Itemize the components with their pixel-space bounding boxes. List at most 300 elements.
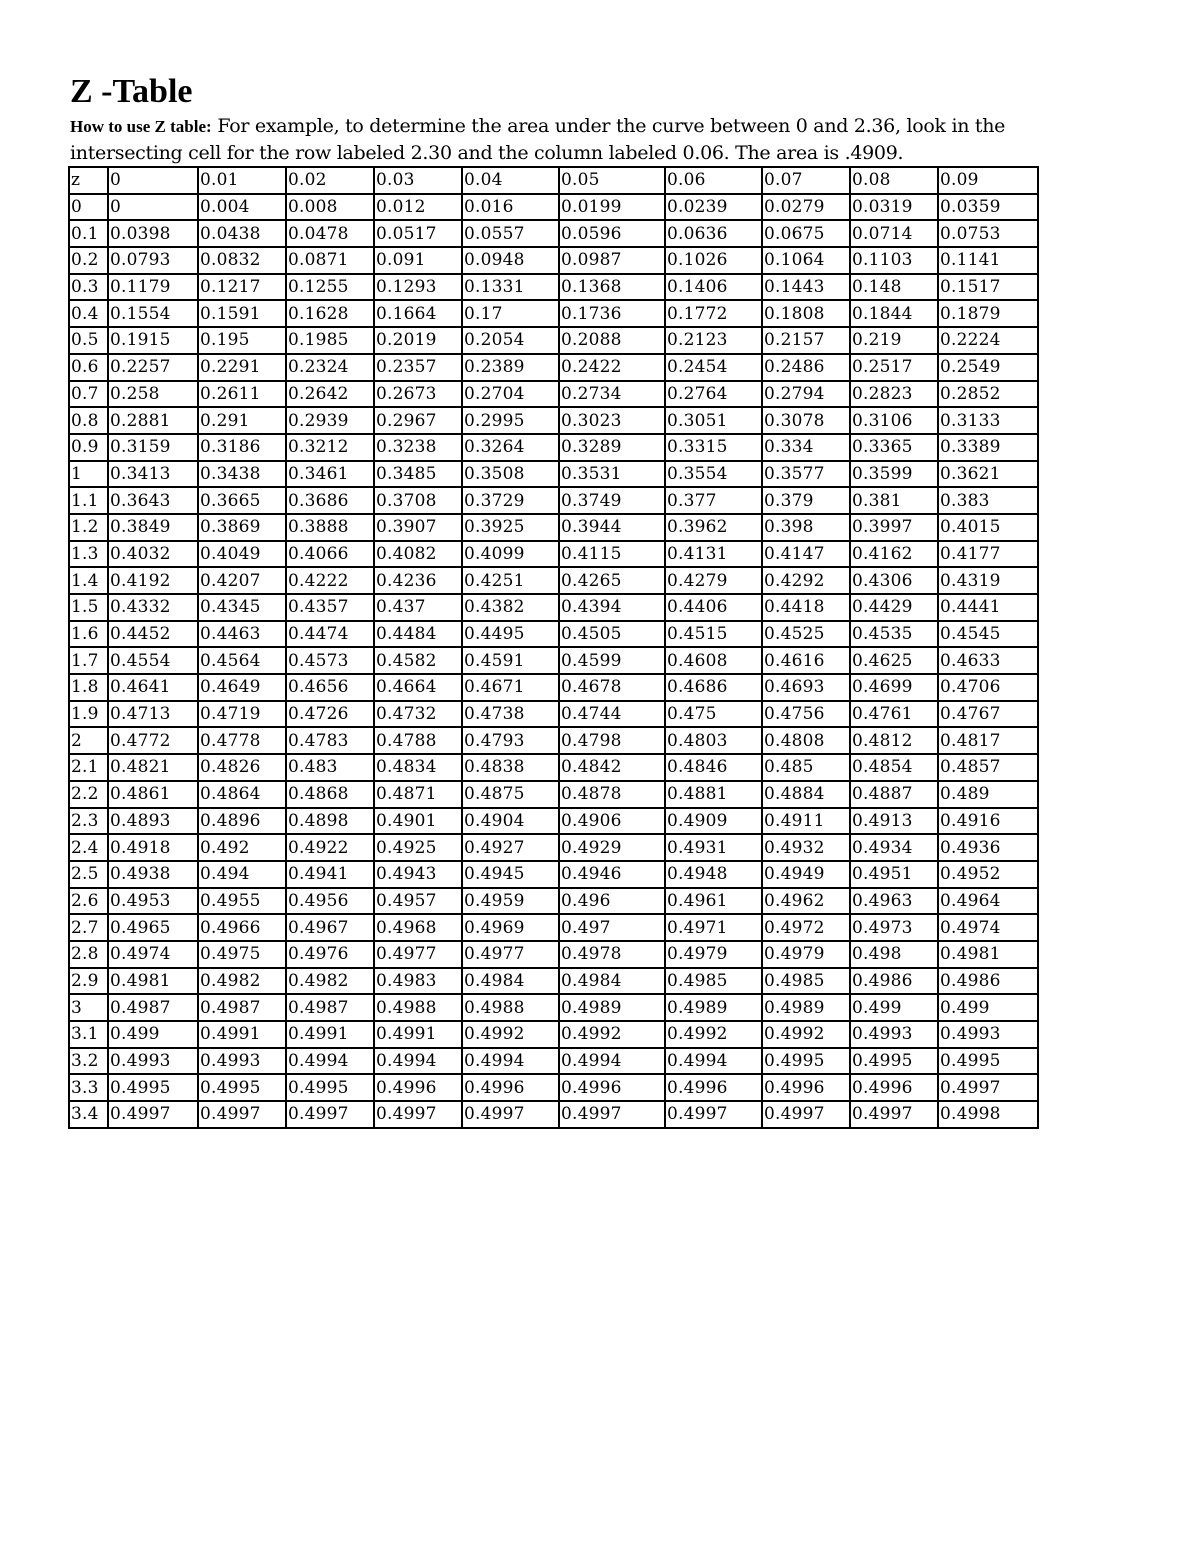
table-cell: 0.1443: [762, 274, 850, 301]
table-row: [69, 701, 1038, 728]
table-cell: 0.3438: [198, 461, 286, 488]
table-cell: 0.2734: [559, 381, 665, 408]
table-row: [69, 1048, 1038, 1075]
table-cell: 0.4901: [374, 808, 462, 835]
table-cell: 0.291: [198, 407, 286, 434]
table-cell: 0.2019: [374, 327, 462, 354]
table-cell: 0.4279: [665, 567, 762, 594]
row-label-cell: 1.9: [69, 701, 108, 728]
table-row: [69, 754, 1038, 781]
table-cell: 0.4996: [462, 1074, 559, 1101]
table-cell: 0.499: [850, 994, 938, 1021]
table-cell: 0.4973: [850, 914, 938, 941]
table-cell: 0.4896: [198, 808, 286, 835]
table-cell: 0.381: [850, 487, 938, 514]
table-cell: 0.4945: [462, 861, 559, 888]
table-cell: 0.4987: [286, 994, 374, 1021]
table-cell: 0.195: [198, 327, 286, 354]
table-cell: 0.2764: [665, 381, 762, 408]
instructions-label: How to use Z table:: [70, 117, 212, 136]
table-cell: 0.17: [462, 300, 559, 327]
table-cell: 0.1331: [462, 274, 559, 301]
table-cell: 0.04: [462, 167, 559, 194]
table-cell: 0.0478: [286, 220, 374, 247]
table-cell: 0.4699: [850, 674, 938, 701]
table-cell: 0.3051: [665, 407, 762, 434]
row-label-cell: 3: [69, 994, 108, 1021]
table-cell: 0.3413: [108, 461, 198, 488]
table-row: [69, 1101, 1038, 1128]
table-cell: 0.3106: [850, 407, 938, 434]
table-cell: 0.4664: [374, 674, 462, 701]
table-cell: 0.499: [938, 994, 1038, 1021]
table-cell: 0.0319: [850, 194, 938, 221]
table-cell: 0.4997: [462, 1101, 559, 1128]
table-cell: 0.4875: [462, 781, 559, 808]
table-cell: 0.2486: [762, 354, 850, 381]
table-cell: 0.4713: [108, 701, 198, 728]
table-cell: 0.3749: [559, 487, 665, 514]
table-row: [69, 1074, 1038, 1101]
table-cell: 0.091: [374, 247, 462, 274]
table-cell: 0.05: [559, 167, 665, 194]
table-cell: 0.4082: [374, 541, 462, 568]
table-cell: 0.4441: [938, 594, 1038, 621]
table-cell: 0.2517: [850, 354, 938, 381]
table-cell: 0.4994: [286, 1048, 374, 1075]
table-cell: 0.219: [850, 327, 938, 354]
table-cell: 0.4983: [374, 968, 462, 995]
row-label-cell: 2.7: [69, 914, 108, 941]
table-cell: 0.0199: [559, 194, 665, 221]
table-cell: 0.4909: [665, 808, 762, 835]
table-row: [69, 1021, 1038, 1048]
table-cell: 0.4633: [938, 647, 1038, 674]
table-cell: 0.4962: [762, 888, 850, 915]
z-table-body: [69, 167, 1038, 1128]
table-cell: 0.379: [762, 487, 850, 514]
table-cell: 0.483: [286, 754, 374, 781]
table-cell: 0.4678: [559, 674, 665, 701]
table-cell: 0.4995: [198, 1074, 286, 1101]
table-cell: 0.4989: [559, 994, 665, 1021]
table-cell: 0.4871: [374, 781, 462, 808]
table-cell: 0.4474: [286, 621, 374, 648]
table-cell: 0.4463: [198, 621, 286, 648]
table-cell: 0.3554: [665, 461, 762, 488]
table-row: [69, 514, 1038, 541]
table-cell: 0.4964: [938, 888, 1038, 915]
row-label-cell: 2.8: [69, 941, 108, 968]
table-row: [69, 994, 1038, 1021]
table-cell: 0.4641: [108, 674, 198, 701]
table-cell: 0.4998: [938, 1101, 1038, 1128]
table-cell: 0.4049: [198, 541, 286, 568]
table-cell: 0.4968: [374, 914, 462, 941]
table-cell: 0.1406: [665, 274, 762, 301]
table-cell: 0.4974: [108, 941, 198, 968]
table-cell: 0.2088: [559, 327, 665, 354]
table-cell: 0.4995: [938, 1048, 1038, 1075]
table-cell: 0.4951: [850, 861, 938, 888]
table-cell: 0.4997: [286, 1101, 374, 1128]
table-cell: 0.437: [374, 594, 462, 621]
row-label-cell: 1.7: [69, 647, 108, 674]
row-label-cell: 2.2: [69, 781, 108, 808]
table-cell: 0.07: [762, 167, 850, 194]
row-label-cell: 2.9: [69, 968, 108, 995]
table-cell: 0.3643: [108, 487, 198, 514]
table-cell: 0.4984: [462, 968, 559, 995]
table-cell: 0.4192: [108, 567, 198, 594]
table-cell: 0.4997: [374, 1101, 462, 1128]
table-cell: 0.3944: [559, 514, 665, 541]
table-cell: 0.4992: [462, 1021, 559, 1048]
table-cell: 0.2995: [462, 407, 559, 434]
table-cell: 0.4922: [286, 834, 374, 861]
table-cell: 0.4115: [559, 541, 665, 568]
table-cell: 0.4991: [198, 1021, 286, 1048]
row-label-cell: z: [69, 167, 108, 194]
table-cell: 0.4236: [374, 567, 462, 594]
table-cell: 0.2939: [286, 407, 374, 434]
table-cell: 0.0239: [665, 194, 762, 221]
table-row: [69, 834, 1038, 861]
row-label-cell: 0.8: [69, 407, 108, 434]
table-cell: 0.4931: [665, 834, 762, 861]
table-cell: 0.4957: [374, 888, 462, 915]
table-cell: 0.4564: [198, 647, 286, 674]
table-cell: 0.0636: [665, 220, 762, 247]
table-cell: 0.4726: [286, 701, 374, 728]
table-cell: 0.4015: [938, 514, 1038, 541]
table-cell: 0.2794: [762, 381, 850, 408]
instructions-text: For example, to determine the area under the curve between 0 and 2.36, look in the intersecting cell for the row labeled 2.30 and the column labeled 0.06. The area is .4909.: [70, 115, 1006, 164]
table-cell: 0.0398: [108, 220, 198, 247]
table-cell: 0.4916: [938, 808, 1038, 835]
table-cell: 0.4656: [286, 674, 374, 701]
table-cell: 0.3665: [198, 487, 286, 514]
table-cell: 0.4854: [850, 754, 938, 781]
row-label-cell: 1.6: [69, 621, 108, 648]
table-cell: 0.1554: [108, 300, 198, 327]
table-cell: 0.4798: [559, 727, 665, 754]
table-cell: 0.2549: [938, 354, 1038, 381]
table-row: [69, 220, 1038, 247]
table-cell: 0.3997: [850, 514, 938, 541]
table-cell: 0.4693: [762, 674, 850, 701]
table-row: [69, 647, 1038, 674]
table-cell: 0.494: [198, 861, 286, 888]
table-cell: 0.3264: [462, 434, 559, 461]
row-label-cell: 3.1: [69, 1021, 108, 1048]
table-cell: 0.3729: [462, 487, 559, 514]
table-cell: 0.4222: [286, 567, 374, 594]
table-cell: 0.3023: [559, 407, 665, 434]
table-cell: 0.4985: [665, 968, 762, 995]
table-cell: 0.1517: [938, 274, 1038, 301]
table-cell: 0.2642: [286, 381, 374, 408]
table-cell: 0.383: [938, 487, 1038, 514]
table-row: [69, 941, 1038, 968]
table-row: [69, 567, 1038, 594]
table-cell: 0.4977: [462, 941, 559, 968]
table-cell: 0.3869: [198, 514, 286, 541]
table-cell: 0.1736: [559, 300, 665, 327]
table-cell: 0.2291: [198, 354, 286, 381]
table-cell: 0.1591: [198, 300, 286, 327]
table-cell: 0.4948: [665, 861, 762, 888]
table-cell: 0.4997: [762, 1101, 850, 1128]
table-cell: 0.4649: [198, 674, 286, 701]
table-cell: 0.2224: [938, 327, 1038, 354]
table-row: [69, 888, 1038, 915]
table-cell: 0.4941: [286, 861, 374, 888]
table-cell: 0.4625: [850, 647, 938, 674]
table-cell: 0.4974: [938, 914, 1038, 941]
table-cell: 0.4803: [665, 727, 762, 754]
table-cell: 0.4981: [108, 968, 198, 995]
table-cell: 0.4319: [938, 567, 1038, 594]
table-cell: 0.012: [374, 194, 462, 221]
row-label-cell: 3.3: [69, 1074, 108, 1101]
table-cell: 0.4967: [286, 914, 374, 941]
table-cell: 0.4484: [374, 621, 462, 648]
table-cell: 0.08: [850, 167, 938, 194]
table-cell: 0.4744: [559, 701, 665, 728]
table-cell: 0.3485: [374, 461, 462, 488]
table-cell: 0.4995: [286, 1074, 374, 1101]
row-label-cell: 2.5: [69, 861, 108, 888]
table-cell: 0.1879: [938, 300, 1038, 327]
table-cell: 0.4997: [108, 1101, 198, 1128]
row-label-cell: 0.2: [69, 247, 108, 274]
table-row: [69, 674, 1038, 701]
table-cell: 0.4884: [762, 781, 850, 808]
table-row: [69, 621, 1038, 648]
table-cell: 0.4525: [762, 621, 850, 648]
table-cell: 0.3888: [286, 514, 374, 541]
table-cell: 0.4898: [286, 808, 374, 835]
table-cell: 0.3078: [762, 407, 850, 434]
table-cell: 0.4938: [108, 861, 198, 888]
table-row: [69, 327, 1038, 354]
table-cell: 0.4971: [665, 914, 762, 941]
table-cell: 0.4978: [559, 941, 665, 968]
table-cell: 0.2823: [850, 381, 938, 408]
row-label-cell: 2.3: [69, 808, 108, 835]
table-cell: 0.4996: [559, 1074, 665, 1101]
row-label-cell: 1: [69, 461, 108, 488]
table-cell: 0.4972: [762, 914, 850, 941]
table-cell: 0.2389: [462, 354, 559, 381]
table-cell: 0.4993: [850, 1021, 938, 1048]
table-cell: 0.3238: [374, 434, 462, 461]
table-cell: 0.398: [762, 514, 850, 541]
table-cell: 0.3621: [938, 461, 1038, 488]
table-cell: 0.4993: [938, 1021, 1038, 1048]
table-cell: 0.4997: [198, 1101, 286, 1128]
table-cell: 0.4997: [665, 1101, 762, 1128]
table-cell: 0.1141: [938, 247, 1038, 274]
table-cell: 0.4965: [108, 914, 198, 941]
table-cell: 0.4857: [938, 754, 1038, 781]
table-cell: 0.3159: [108, 434, 198, 461]
table-cell: 0.1915: [108, 327, 198, 354]
table-cell: 0.0675: [762, 220, 850, 247]
table-cell: 0.2357: [374, 354, 462, 381]
table-cell: 0.4616: [762, 647, 850, 674]
table-cell: 0.4994: [559, 1048, 665, 1075]
row-label-cell: 0.6: [69, 354, 108, 381]
table-cell: 0.4864: [198, 781, 286, 808]
table-cell: 0.3365: [850, 434, 938, 461]
table-cell: 0.4881: [665, 781, 762, 808]
table-cell: 0.4963: [850, 888, 938, 915]
table-cell: 0.4995: [850, 1048, 938, 1075]
table-row: [69, 300, 1038, 327]
table-cell: 0.4382: [462, 594, 559, 621]
table-row: [69, 727, 1038, 754]
table-row: [69, 461, 1038, 488]
table-cell: 0.4995: [762, 1048, 850, 1075]
table-cell: 0.4251: [462, 567, 559, 594]
table-cell: 0.4906: [559, 808, 665, 835]
table-cell: 0.4767: [938, 701, 1038, 728]
table-cell: 0.4989: [762, 994, 850, 1021]
table-cell: 0.4943: [374, 861, 462, 888]
table-cell: 0.4982: [286, 968, 374, 995]
table-cell: 0.4345: [198, 594, 286, 621]
table-cell: 0.3962: [665, 514, 762, 541]
table-cell: 0.4918: [108, 834, 198, 861]
table-cell: 0.4032: [108, 541, 198, 568]
table-cell: 0.4761: [850, 701, 938, 728]
table-row: [69, 914, 1038, 941]
table-cell: 0.485: [762, 754, 850, 781]
table-cell: 0.4429: [850, 594, 938, 621]
table-cell: 0.4861: [108, 781, 198, 808]
row-label-cell: 1.3: [69, 541, 108, 568]
table-cell: 0.3133: [938, 407, 1038, 434]
table-cell: 0.4986: [938, 968, 1038, 995]
table-cell: 0.4394: [559, 594, 665, 621]
table-cell: 0.4878: [559, 781, 665, 808]
table-cell: 0.4995: [108, 1074, 198, 1101]
table-cell: 0.1808: [762, 300, 850, 327]
table-cell: 0.4959: [462, 888, 559, 915]
table-cell: 0.4956: [286, 888, 374, 915]
table-cell: 0.1772: [665, 300, 762, 327]
table-cell: 0.2422: [559, 354, 665, 381]
row-label-cell: 2: [69, 727, 108, 754]
table-row: [69, 407, 1038, 434]
table-cell: 0.4582: [374, 647, 462, 674]
table-row: [69, 434, 1038, 461]
table-cell: 0.0793: [108, 247, 198, 274]
table-cell: 0.4927: [462, 834, 559, 861]
header-row: [69, 167, 1038, 194]
table-cell: 0.3708: [374, 487, 462, 514]
table-cell: 0.01: [198, 167, 286, 194]
table-cell: 0.4993: [198, 1048, 286, 1075]
table-cell: 0.4997: [559, 1101, 665, 1128]
table-cell: 0.4821: [108, 754, 198, 781]
table-cell: 0.4946: [559, 861, 665, 888]
table-cell: 0.3531: [559, 461, 665, 488]
table-cell: 0.498: [850, 941, 938, 968]
table-cell: 0.4452: [108, 621, 198, 648]
row-label-cell: 2.1: [69, 754, 108, 781]
table-cell: 0.4984: [559, 968, 665, 995]
table-cell: 0.3907: [374, 514, 462, 541]
table-cell: 0.1664: [374, 300, 462, 327]
table-cell: 0.0753: [938, 220, 1038, 247]
table-cell: 0.4207: [198, 567, 286, 594]
table-cell: 0.4994: [374, 1048, 462, 1075]
table-cell: 0.4608: [665, 647, 762, 674]
table-cell: 0: [108, 167, 198, 194]
table-cell: 0.4953: [108, 888, 198, 915]
table-cell: 0.4904: [462, 808, 559, 835]
table-cell: 0.4826: [198, 754, 286, 781]
table-cell: 0.2257: [108, 354, 198, 381]
table-cell: 0.4066: [286, 541, 374, 568]
table-cell: 0.4808: [762, 727, 850, 754]
table-cell: 0.1064: [762, 247, 850, 274]
table-cell: 0.4986: [850, 968, 938, 995]
table-cell: 0.03: [374, 167, 462, 194]
table-cell: 0.0832: [198, 247, 286, 274]
table-cell: 0.4177: [938, 541, 1038, 568]
table-cell: 0.4985: [762, 968, 850, 995]
table-cell: 0.2673: [374, 381, 462, 408]
table-cell: 0.4846: [665, 754, 762, 781]
table-cell: 0.3577: [762, 461, 850, 488]
table-cell: 0.4976: [286, 941, 374, 968]
table-cell: 0.4981: [938, 941, 1038, 968]
table-cell: 0.4783: [286, 727, 374, 754]
table-cell: 0.3186: [198, 434, 286, 461]
table-cell: 0.4732: [374, 701, 462, 728]
row-label-cell: 0.7: [69, 381, 108, 408]
table-row: [69, 808, 1038, 835]
table-cell: 0.4987: [198, 994, 286, 1021]
table-row: [69, 781, 1038, 808]
row-label-cell: 3.4: [69, 1101, 108, 1128]
table-row: [69, 354, 1038, 381]
table-cell: 0.4756: [762, 701, 850, 728]
table-cell: 0.4994: [665, 1048, 762, 1075]
row-label-cell: 0.3: [69, 274, 108, 301]
table-cell: 0.1844: [850, 300, 938, 327]
table-row: [69, 968, 1038, 995]
table-cell: 0.4515: [665, 621, 762, 648]
table-cell: 0.4989: [665, 994, 762, 1021]
instructions-paragraph: [70, 113, 1050, 167]
table-cell: 0.2967: [374, 407, 462, 434]
table-cell: 0.4966: [198, 914, 286, 941]
table-cell: 0.0714: [850, 220, 938, 247]
table-row: [69, 381, 1038, 408]
row-label-cell: 0.1: [69, 220, 108, 247]
table-cell: 0.4418: [762, 594, 850, 621]
table-cell: 0.4842: [559, 754, 665, 781]
table-cell: 0.4988: [462, 994, 559, 1021]
table-cell: 0.4265: [559, 567, 665, 594]
table-cell: 0.4812: [850, 727, 938, 754]
table-cell: 0.3508: [462, 461, 559, 488]
